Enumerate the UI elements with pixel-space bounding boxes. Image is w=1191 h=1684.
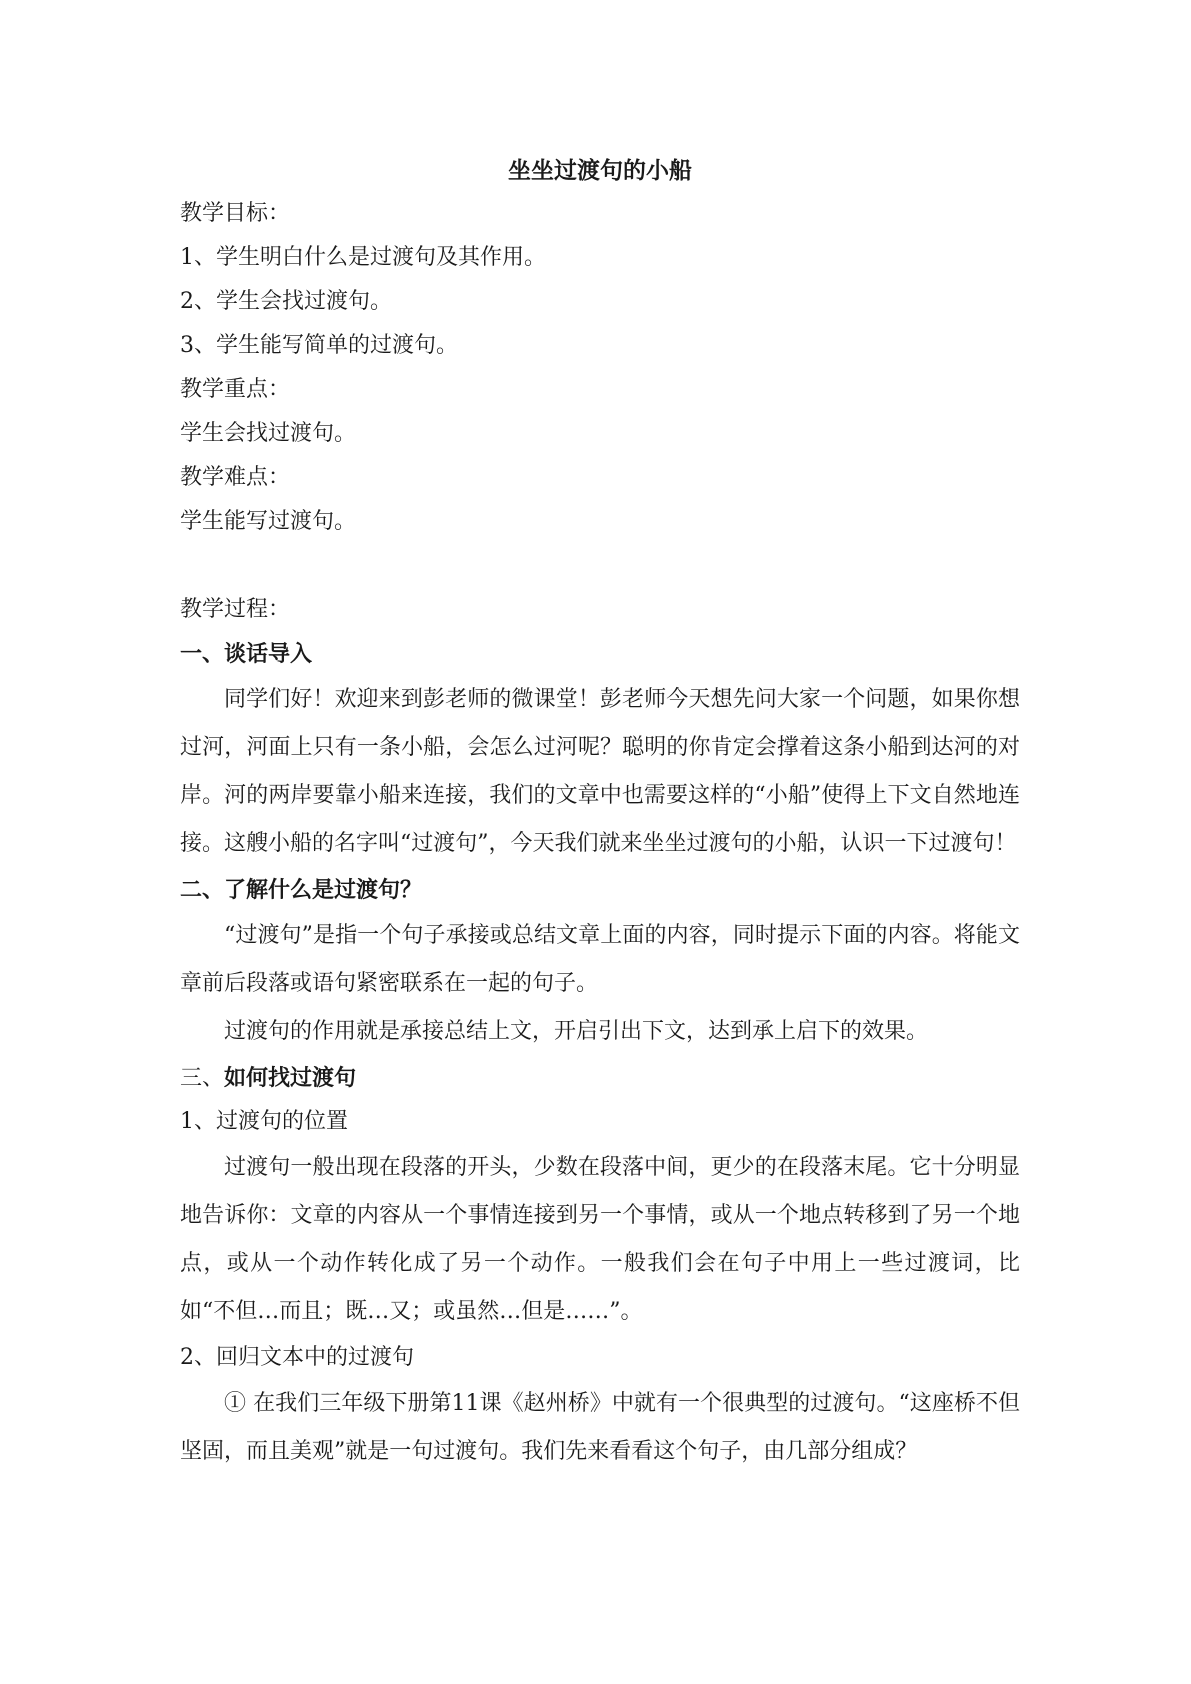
subsection-1-paragraph: 过渡句一般出现在段落的开头，少数在段落中间，更少的在段落末尾。它十分明显地告诉你：文章的内容从一个事情连接到另一个事情，或从一个地点转移到了另一个地点，或从一个动作转化成了另一个动作。一般我们会在句子中用上一些过渡词，比如“不但…而且；既…又；或虽然…但是……”。 bbox=[180, 1155, 1020, 1324]
process-heading: 教学过程： bbox=[180, 597, 291, 622]
difficulty-text: 学生能写过渡句。 bbox=[180, 509, 357, 534]
objective-item: 2、学生会找过渡句。 bbox=[180, 289, 392, 314]
subsection-2-heading: 2、回归文本中的过渡句 bbox=[180, 1345, 414, 1370]
objectives-heading: 教学目标： bbox=[180, 201, 291, 226]
section-3-heading-text: 如何找过渡句 bbox=[224, 1065, 357, 1091]
difficulty-heading: 教学难点： bbox=[180, 465, 291, 490]
objective-item: 3、学生能写简单的过渡句。 bbox=[180, 333, 458, 358]
blank-line bbox=[180, 544, 1020, 588]
section-2-paragraph-2: 过渡句的作用就是承接总结上文，开启引出下文，达到承上启下的效果。 bbox=[224, 1019, 929, 1044]
subsection-2-paragraph: ① 在我们三年级下册第11课《赵州桥》中就有一个很典型的过渡句。“这座桥不但坚固，而且美观”就是一句过渡句。我们先来看看这个句子，由几部分组成？ bbox=[180, 1391, 1020, 1464]
key-point-text: 学生会找过渡句。 bbox=[180, 421, 357, 446]
key-point-heading: 教学重点： bbox=[180, 377, 291, 402]
section-3-heading-prefix: 三、 bbox=[180, 1066, 225, 1091]
subsection-1-heading: 1、过渡句的位置 bbox=[180, 1109, 348, 1134]
document-body bbox=[180, 150, 1020, 1476]
objective-item: 1、学生明白什么是过渡句及其作用。 bbox=[180, 245, 546, 270]
section-3-heading bbox=[180, 1056, 1020, 1100]
section-1-paragraph: 同学们好！欢迎来到彭老师的微课堂！彭老师今天想先问大家一个问题，如果你想过河，河面上只有一条小船，会怎么过河呢？聪明的你肯定会撑着这条小船到达河的对岸。河的两岸要靠小船来连接，我们的文章中也需要这样的“小船”使得上下文自然地连接。这艘小船的名字叫“过渡句”，今天我们就来坐坐过渡句的小船，认识一下过渡句！ bbox=[180, 687, 1020, 856]
document-title: 坐坐过渡句的小船 bbox=[508, 157, 692, 184]
section-2-paragraph-1: “过渡句”是指一个句子承接或总结文章上面的内容，同时提示下面的内容。将能文章前后段落或语句紧密联系在一起的句子。 bbox=[180, 923, 1020, 996]
section-1-heading: 一、谈话导入 bbox=[180, 641, 313, 667]
section-2-heading: 二、了解什么是过渡句？ bbox=[180, 877, 423, 903]
